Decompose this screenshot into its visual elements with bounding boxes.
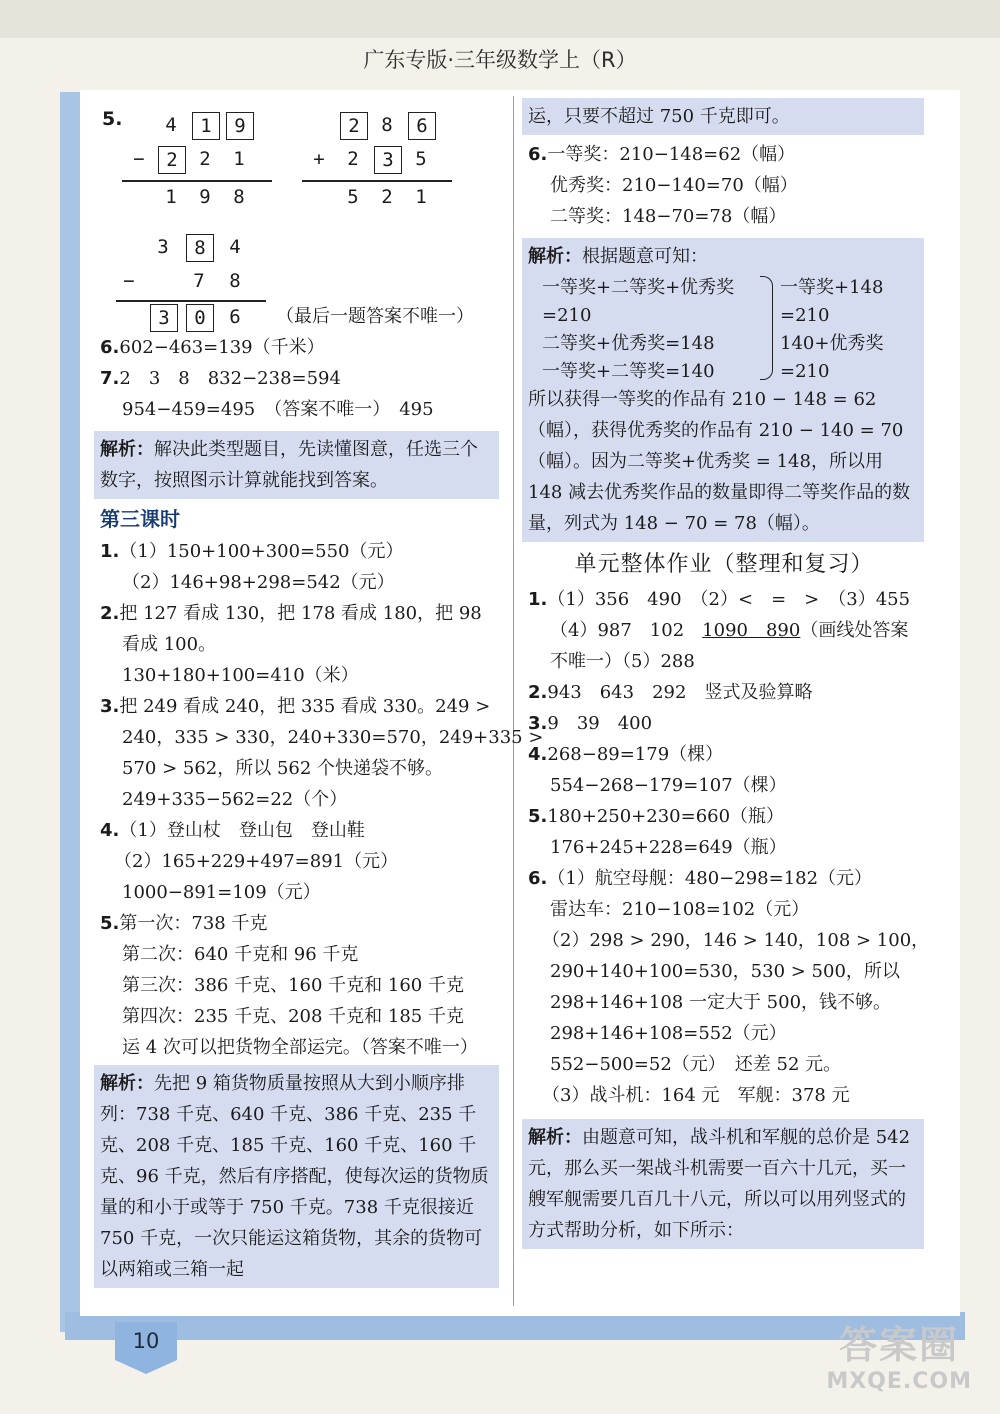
p5-line-3: 第三次：386 千克、160 千克和 160 千克	[122, 975, 464, 996]
right-column	[528, 98, 930, 1253]
a1-top-1: 1	[192, 112, 220, 140]
a3-line	[116, 300, 266, 302]
a1-top-2: 9	[226, 112, 254, 140]
a3-mid-0: 7	[193, 270, 205, 292]
page-number: 10	[115, 1322, 177, 1360]
p2-line-3: 130+180+100=410（米）	[122, 665, 359, 686]
p2-line-2: 看成 100。	[122, 634, 217, 655]
a2-mid-2: 5	[415, 148, 427, 170]
a1-mid-2: 1	[233, 148, 245, 170]
watermark-bottom: MXQE.COM	[826, 1369, 972, 1394]
brace	[760, 276, 773, 380]
u2-line: 2.943 643 292 竖式及验算略	[528, 682, 813, 703]
p3-line-3: 570 > 562，所以 562 个快递袋不够。	[122, 758, 444, 779]
p5-line-1: 5.第一次：738 千克	[100, 913, 268, 934]
arith-block-2	[100, 204, 495, 332]
analysis-box-4: 解析：由题意可知，战斗机和军舰的总价是 542 元，那么买一架战斗机需要一百六十几元，买一艘军舰需要几百几十八元，所以可以用列竖式的方式帮助分析，如下所示：	[522, 1119, 924, 1249]
u6-line-2: 雷达车：210−108=102（元）	[550, 899, 810, 920]
section-title-lesson3: 第三课时	[100, 507, 180, 531]
r6-line-3: 二等奖：148−70=78（幅）	[550, 206, 787, 227]
watermark-logo	[826, 1314, 972, 1394]
p4-line-1: 4.（1）登山杖 登山包 登山鞋	[100, 820, 365, 841]
a3-top-0: 3	[157, 236, 169, 258]
p5-line-2: 第二次：640 千克和 96 千克	[122, 944, 359, 965]
u6-line-1: 6.（1）航空母舰：480−298=182（元）	[528, 868, 873, 889]
q6-line: 6.602−463=139（千米）	[100, 337, 325, 358]
a3-op: −	[123, 270, 135, 292]
u3-line: 3.9 39 400	[528, 713, 653, 734]
a3-res-2: 6	[229, 306, 241, 328]
p5-line-5: 运 4 次可以把货物全部运完。（答案不唯一）	[122, 1037, 478, 1058]
underlined-answer: 1090 890	[702, 620, 801, 641]
a3-res-1: 0	[186, 304, 214, 332]
q5-label: 5.	[102, 108, 123, 130]
u6-line-3: （2）298 > 290，146 > 140，108 > 100，	[542, 930, 930, 951]
a1-top-0: 4	[165, 114, 177, 136]
q7-line-2: 954−459=495 （答案不唯一） 495	[122, 399, 434, 420]
u6-line-8: （3）战斗机：164 元 军舰：378 元	[542, 1085, 850, 1106]
a3-top-2: 4	[229, 236, 241, 258]
p3-line-4: 249+335−562=22（个）	[122, 789, 348, 810]
p5-line-4: 第四次：235 千克、208 千克和 185 千克	[122, 1006, 464, 1027]
u6-line-6: 298+146+108=552（元）	[550, 1023, 787, 1044]
p4-line-3: 1000−891=109（元）	[122, 882, 321, 903]
p4-line-2: （2）165+229+497=891（元）	[114, 851, 399, 872]
unit-title: 单元整体作业（整理和复习）	[574, 552, 874, 577]
a2-top-2: 6	[408, 112, 436, 140]
a2-mid-0: 2	[347, 148, 359, 170]
left-column	[100, 98, 544, 1292]
a2-top-0: 2	[340, 112, 368, 140]
a3-mid-1: 8	[229, 270, 241, 292]
watermark-top: 答案圈	[839, 1323, 960, 1367]
analysis-box-2: 解析：先把 9 箱货物质量按照从大到小顺序排列：738 千克、640 千克、386 千克、235 千克、208 千克、185 千克、160 千克、160 千克、96 千克，然后有序搭配，使每次运的货物质量的和小于或等于 750 千克。738 千克很接近 750 千克，一次只能运这箱货物，其余的货物可以两箱或三箱一起	[94, 1065, 499, 1288]
a2-res-1: 2	[381, 186, 393, 208]
a1-op: −	[133, 148, 145, 170]
a1-res-2: 8	[233, 186, 245, 208]
u4-line-1: 4.268−89=179（棵）	[528, 744, 724, 765]
u1-line-2: （4）987 102 1090 890（画线处答案	[550, 620, 909, 641]
a2-res-0: 5	[347, 186, 359, 208]
p1-line-1: 1.（1）150+100+300=550（元）	[100, 541, 404, 562]
a3-top-1: 8	[186, 234, 214, 262]
a1-res-1: 9	[199, 186, 211, 208]
u1-line-1: 1.（1）356 490 （2）< = > （3）455	[528, 589, 911, 610]
u6-line-5: 298+146+108 一定大于 500，钱不够。	[550, 992, 892, 1013]
a2-top-1: 8	[381, 114, 393, 136]
top-strip	[0, 0, 1000, 38]
u5-line-2: 176+245+228=649（瓶）	[550, 837, 787, 858]
u6-line-4: 290+140+100=530，530 > 500，所以	[550, 961, 900, 982]
p3-line-2: 240，335 > 330，240+330=570，249+335 >	[122, 727, 544, 748]
u6-line-7: 552−500=52（元） 还差 52 元。	[550, 1054, 842, 1075]
a2-mid-1: 3	[374, 146, 402, 174]
continued-analysis: 运，只要不超过 750 千克即可。	[522, 98, 924, 135]
a2-res-2: 1	[415, 186, 427, 208]
r6-line-2: 优秀奖：210−140=70（幅）	[550, 175, 798, 196]
u1-line-3: 不唯一）（5）288	[550, 651, 695, 672]
r6-line-1: 6.一等奖：210−148=62（幅）	[528, 144, 796, 165]
u5-line-1: 5.180+250+230=660（瓶）	[528, 806, 785, 827]
u4-line-2: 554−268−179=107（棵）	[550, 775, 787, 796]
p3-line-1: 3.把 249 看成 240，把 335 看成 330。249 >	[100, 696, 491, 717]
a2-op: +	[313, 148, 325, 170]
equation-system: 一等奖+二等奖+优秀奖 =210 二等奖+优秀奖=148 一等奖+二等奖=140 一等奖+148 =210 140+优秀奖 =210	[542, 277, 884, 382]
column-divider	[513, 96, 514, 1306]
arith-block-1	[100, 98, 495, 208]
analysis-box-1: 解析：解决此类型题目，先读懂图意，任选三个数字，按照图示计算就能找到答案。	[94, 431, 499, 499]
a2-line	[302, 180, 452, 182]
a3-note: （最后一题答案不唯一）	[276, 306, 474, 327]
page-header: 广东专版·三年级数学上（R）	[363, 48, 637, 72]
a1-res-0: 1	[165, 186, 177, 208]
a1-mid-1: 2	[199, 148, 211, 170]
a3-res-0: 3	[150, 304, 178, 332]
q7-line-1: 7.2 3 8 832−238=594	[100, 368, 341, 389]
a1-line	[122, 180, 272, 182]
a1-mid-0: 2	[158, 146, 186, 174]
p2-line-1: 2.把 127 看成 130，把 178 看成 180，把 98	[100, 603, 482, 624]
analysis-box-3: 解析：根据题意可知： 一等奖+二等奖+优秀奖 =210 二等奖+优秀奖=148 一等奖+二等奖=140 一等奖+148 =210 140+优秀奖 =210 所以获得一等奖的作品有 210 − 148 = 62（幅），获得优秀奖的作品有 210 − 140 = 70（幅）。因为二等奖+优秀奖 = 148，所以用 148 减去优秀奖作品的数量即得二等奖作品的数量，列式为 148 − 70 = 78（幅）。	[522, 238, 924, 542]
p1-line-2: （2）146+98+298=542（元）	[122, 572, 395, 593]
